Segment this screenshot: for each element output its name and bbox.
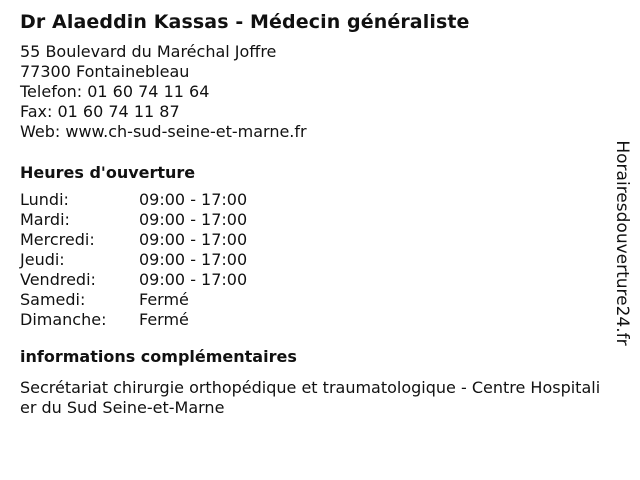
fax-number: Fax: 01 60 74 11 87 [20, 102, 180, 121]
phone-number[interactable]: Telefon: 01 60 74 11 64 [20, 82, 210, 101]
day-label: Vendredi: [20, 270, 96, 289]
day-hours: 09:00 - 17:00 [139, 210, 248, 229]
day-label: Mercredi: [20, 230, 95, 249]
day-label: Jeudi: [20, 250, 65, 269]
site-watermark: Horairesdouverture24.fr [612, 140, 632, 346]
street-address: 55 Boulevard du Maréchal Joffre [20, 42, 277, 61]
day-label: Samedi: [20, 290, 86, 309]
day-hours: 09:00 - 17:00 [139, 230, 248, 249]
hours-table [20, 190, 610, 330]
hours-row-saturday [20, 290, 610, 310]
contact-block [20, 42, 610, 142]
info-heading: informations complémentaires [20, 347, 297, 366]
day-hours: Fermé [139, 290, 189, 309]
day-hours: 09:00 - 17:00 [139, 250, 248, 269]
hours-row-thursday [20, 250, 610, 270]
hours-row-monday [20, 190, 610, 210]
hours-heading: Heures d'ouverture [20, 163, 196, 182]
hours-row-tuesday [20, 210, 610, 230]
day-hours: 09:00 - 17:00 [139, 270, 248, 289]
website-link[interactable]: Web: www.ch-sud-seine-et-marne.fr [20, 122, 307, 141]
hours-row-sunday [20, 310, 610, 330]
hours-row-wednesday [20, 230, 610, 250]
info-text: Secrétariat chirurgie orthopédique et traumatologique - Centre Hospitalier du Sud Seine-et-Marne [20, 378, 601, 417]
page-title: Dr Alaeddin Kassas - Médecin généraliste [20, 11, 470, 33]
listing-card [20, 10, 610, 418]
city-address: 77300 Fontainebleau [20, 62, 190, 81]
day-label: Mardi: [20, 210, 70, 229]
day-label: Lundi: [20, 190, 69, 209]
day-hours: Fermé [139, 310, 189, 329]
day-label: Dimanche: [20, 310, 107, 329]
hours-row-friday [20, 270, 610, 290]
day-hours: 09:00 - 17:00 [139, 190, 248, 209]
